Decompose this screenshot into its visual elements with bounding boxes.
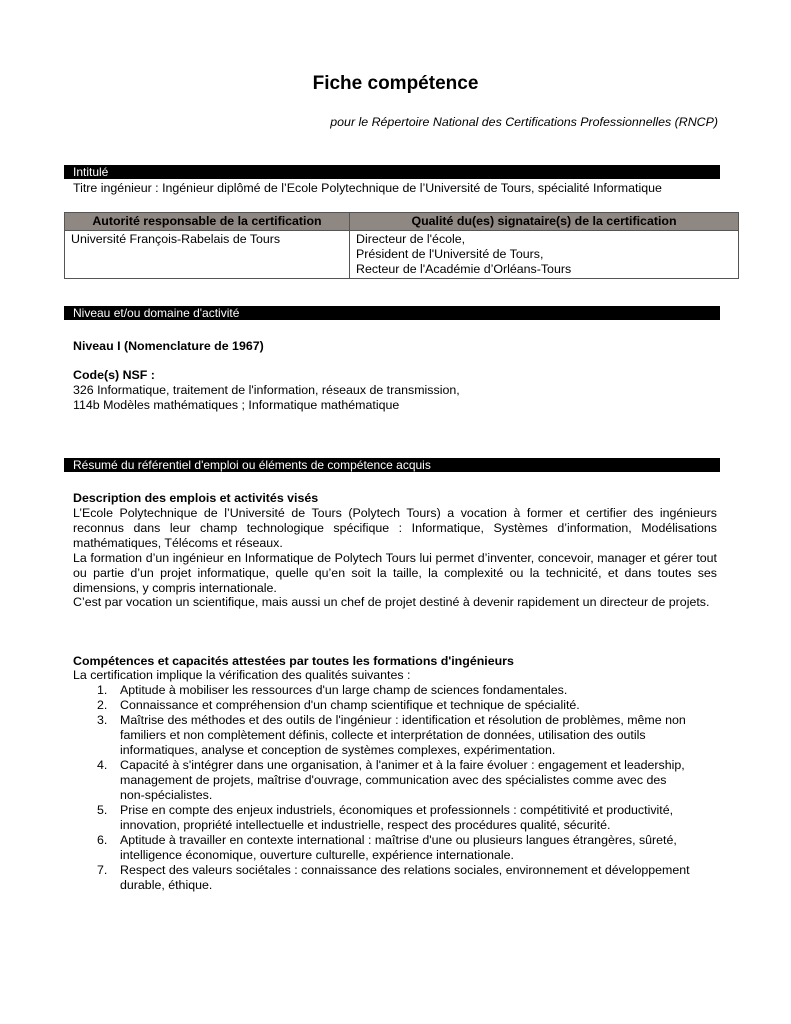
section-header-niveau: Niveau et/ou domaine d'activité [64,306,720,320]
list-item-line: Respect des valeurs sociétales : connaissance des relations sociales, environnement et développement [120,863,690,877]
list-item-line: Capacité à s'intégrer dans une organisation, à l'animer et à la faire évoluer : engagement et leadership, [120,758,685,772]
list-item-line: Aptitude à travailler en contexte international : maîtrise d'une ou plusieurs langues étrangères, sûreté, [120,833,677,847]
list-item-line: durable, éthique. [120,878,213,892]
authority-cell: Université François-Rabelais de Tours [65,231,350,279]
section-header-intitule: Intitulé [64,165,720,179]
signatory-line: Président de l'Université de Tours, [356,247,544,261]
list-item-line: non-spécialistes. [120,788,213,802]
nsf-label: Code(s) NSF : [73,368,155,382]
list-number: 4. [97,758,108,772]
list-number: 6. [97,833,108,847]
description-paragraph: La formation d’un ingénieur en Informatique de Polytech Tours lui permet d’inventer, concevoir, manager et gérer tout ou partie d’un projet informatique, quelle qu’en soit la taille, la complexité ou la technicité, et dans toutes ses dimensions, y compris internationale. [73,551,717,595]
list-item-line: informatiques, analyse et conception de systèmes complexes, expérimentation. [120,743,556,757]
list-item-line: management de projets, maîtrise d'ouvrage, communication avec des spécialistes comme avec des [120,773,667,787]
competences-title: Compétences et capacités attestées par toutes les formations d'ingénieurs [73,654,514,668]
list-item-line: intelligence économique, ouverture culturelle, expérience internationale. [120,848,514,862]
list-item-line: Connaissance et compréhension d'un champ scientifique et technique de spécialité. [120,698,580,712]
qualities-list [73,683,723,893]
table-header-authority: Autorité responsable de la certification [65,213,350,231]
list-item-line: Maîtrise des méthodes et des outils de l'ingénieur : identification et résolution de problèmes, même non [120,713,686,727]
page-title: Fiche compétence [312,73,479,94]
nsf-code: 326 Informatique, traitement de l'information, réseaux de transmission, [73,383,460,397]
list-number: 7. [97,863,108,877]
description-paragraph: L’Ecole Polytechnique de l’Université de Tours (Polytech Tours) a vocation à former et certifier des ingénieurs reconnus dans leur champ technologique spécifique : Informatique, Systèmes d’information, Modélisations mathématiques, Télécoms et réseaux. [73,506,717,550]
nsf-code: 114b Modèles mathématiques ; Informatique mathématique [73,398,400,412]
signatory-line: Recteur de l'Académie d’Orléans-Tours [356,262,572,276]
competences-intro: La certification implique la vérification des qualités suivantes : [73,668,411,682]
page-subtitle: pour le Répertoire National des Certifications Professionnelles (RNCP) [330,115,718,129]
list-item [73,698,723,713]
list-item [73,713,723,758]
authority-table [64,212,739,279]
niveau-level: Niveau I (Nomenclature de 1967) [73,339,264,353]
list-item [73,803,723,833]
table-header-signatories: Qualité du(es) signataire(s) de la certification [350,213,739,231]
signatories-cell [350,231,739,279]
list-item [73,683,723,698]
section-header-resume: Résumé du référentiel d'emploi ou éléments de compétence acquis [64,458,720,472]
list-item-line: innovation, propriété intellectuelle et industrielle, respect des procédures qualité, sécurité. [120,818,611,832]
list-number: 2. [97,698,108,712]
list-number: 3. [97,713,108,727]
list-item-line: Aptitude à mobiliser les ressources d'un large champ de sciences fondamentales. [120,683,568,697]
list-item [73,833,723,863]
description-title: Description des emplois et activités visés [73,491,319,505]
list-number: 1. [97,683,108,697]
list-number: 5. [97,803,108,817]
list-item-line: Prise en compte des enjeux industriels, économiques et professionnels : compétitivité et productivité, [120,803,674,817]
list-item [73,863,723,893]
signatory-line: Directeur de l'école, [356,232,466,246]
intitule-text: Titre ingénieur : Ingénieur diplômé de l’Ecole Polytechnique de l’Université de Tours, spécialité Informatique [73,181,662,195]
list-item-line: familiers et non complètement définis, collecte et interprétation de données, utilisation des outils [120,728,646,742]
list-item [73,758,723,803]
description-paragraph: C’est par vocation un scientifique, mais aussi un chef de projet destiné à devenir rapidement un directeur de projets. [73,595,710,609]
